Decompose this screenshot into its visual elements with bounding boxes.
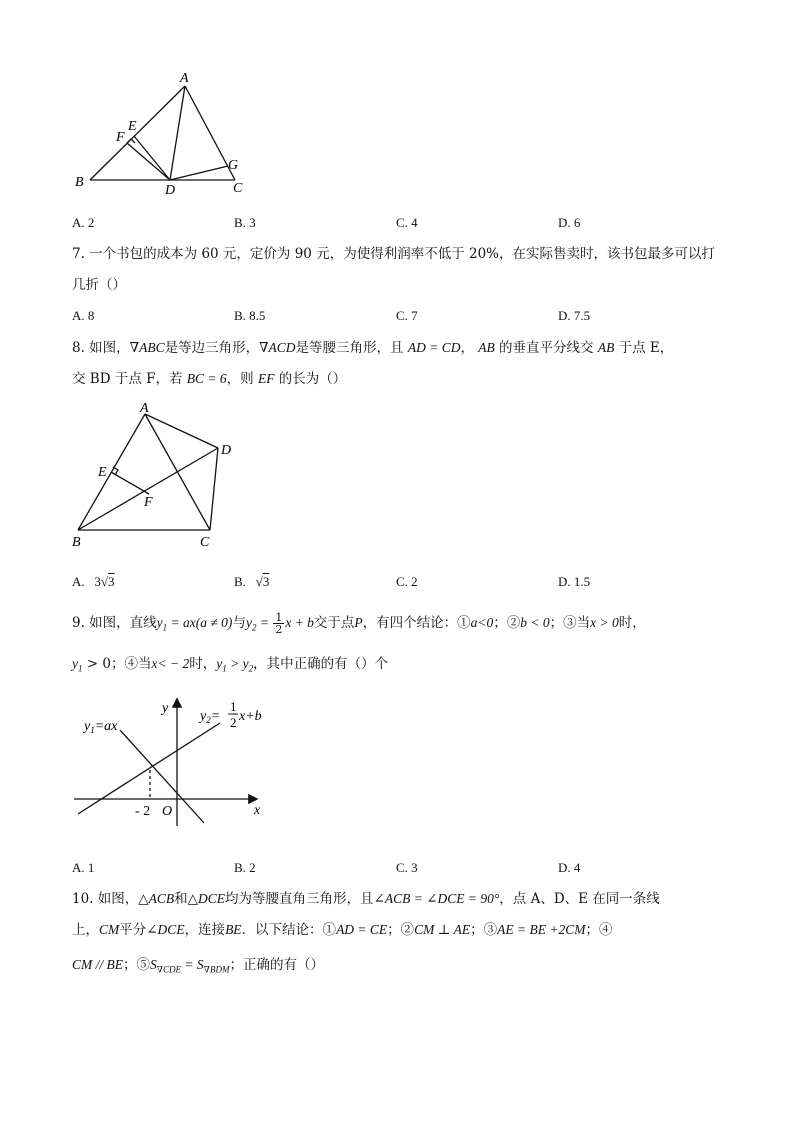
q7-option-b: B. 8.5 <box>234 308 266 323</box>
q9-y2-rest: x + b <box>285 615 314 630</box>
label-e: E <box>128 119 137 134</box>
figure-q8 <box>68 400 248 552</box>
q8-l1e: 的垂直平分线交 <box>499 340 594 356</box>
q8-option-d: D. 1.5 <box>558 574 591 589</box>
q8-tri1: ∇ABC <box>129 340 165 355</box>
q8-label-a: A <box>140 401 149 416</box>
line-y2 <box>78 723 220 814</box>
q10-l2f: ；③ <box>470 922 498 938</box>
q10-tri2: △DCE <box>187 891 226 906</box>
q10-l2c: ，连接 <box>184 922 226 938</box>
q10-l3b: ；⑤ <box>123 957 150 973</box>
q7-text-line1: 7. 一个书包的成本为 60 元，定价为 90 元，为使得利润率不低于 20%，在实际售卖时，该书包最多可以打 <box>72 246 715 262</box>
q9-l1g: 时， <box>618 615 646 631</box>
q10-s2: S <box>196 957 204 972</box>
q8-eq2: BC = 6 <box>186 371 227 386</box>
q8-l1b: 是等边三角形， <box>164 340 260 356</box>
q8-l1f: 于点 E， <box>618 340 674 356</box>
q9-l1a: 9. 如图，直线 <box>72 615 157 631</box>
q8-option-a <box>72 574 115 590</box>
sqrt-sign-icon: √ <box>255 574 263 589</box>
q8-l2c: 的长为（） <box>278 371 347 387</box>
q10-l2e: ；② <box>387 922 415 938</box>
q10-l2g: ；④ <box>585 922 613 938</box>
figure-q9-graph <box>70 690 280 830</box>
q10-text-line2 <box>72 921 612 939</box>
q10-l2d: ．以下结论：① <box>241 922 337 938</box>
q9-y1-rest: = ax(a ≠ 0) <box>167 615 233 630</box>
q10-l1b: 和 <box>174 891 188 907</box>
q10-s2-sub: ∇BDM <box>203 964 230 975</box>
q9-c2: b < 0 <box>520 615 550 630</box>
q10-tri1: △ACB <box>138 891 175 906</box>
graph-y-label: y <box>162 701 169 716</box>
q8-text-line2 <box>72 370 346 388</box>
q9-c1: a<0 <box>470 615 494 630</box>
q9-frac-den: 2 <box>275 623 283 636</box>
label-g: G <box>228 158 239 173</box>
q10-text-line1 <box>72 890 660 908</box>
q9-y1-sub: 1 <box>162 622 168 633</box>
q8-l2a: 交 BD 于点 F，若 <box>72 371 183 387</box>
q9-y2: y <box>245 615 252 630</box>
q8-opt-a-prefix: A. <box>72 574 85 589</box>
sqrt-sign-icon: √ <box>100 574 109 589</box>
label-f: F <box>116 130 125 145</box>
q9-l2-y2: y <box>242 656 249 671</box>
q9-frac-num: 1 <box>275 611 283 624</box>
q10-c1: AD = CE <box>336 922 388 937</box>
q9-y1: y <box>156 615 163 630</box>
graph-x-label: x <box>254 803 261 818</box>
q9-option-b: B. 2 <box>234 860 256 875</box>
q10-s1: S <box>150 957 157 972</box>
q10-text-line3 <box>72 956 324 979</box>
g-l2: y <box>200 709 207 724</box>
label-d: D <box>165 183 176 198</box>
q7-option-d: D. 7.5 <box>558 308 591 323</box>
q9-c3: x > 0 <box>590 615 619 630</box>
q10-s1-sub: ∇CDE <box>156 964 182 975</box>
q8-l2b: ，则 <box>226 371 254 387</box>
q8-seg2: AB <box>597 340 615 355</box>
g-l1-sub: 1 <box>90 725 95 735</box>
q10-c2: CM ⊥ AE <box>414 922 471 937</box>
q8-opt-a-coef: 3 <box>94 574 101 589</box>
q9-l2-y1-sub: 1 <box>78 663 83 674</box>
q7-option-a: A. 8 <box>72 308 95 323</box>
graph-frac-den: 2 <box>230 715 237 730</box>
q8-opt-a-rad: 3 <box>108 574 115 589</box>
q9-l2a: > 0；④当 <box>82 656 152 672</box>
q8-label-f: F <box>144 495 153 510</box>
q9-l2c: ，其中正确的有（）个 <box>253 656 389 672</box>
q10-l1d: ，点 A、D、E 在同一条线 <box>499 891 660 907</box>
q9-c5: > <box>226 656 243 671</box>
q8-seg1: AB <box>478 340 495 355</box>
q9-l1b: 与 <box>232 615 246 631</box>
q10-l1c: 均为等腰直角三角形，且 <box>225 891 374 907</box>
q9-option-c: C. 3 <box>396 860 418 875</box>
q6-option-d: D. 6 <box>558 215 581 230</box>
q8-seg3: EF <box>257 371 275 386</box>
q8-opt-b-prefix: B. <box>234 574 246 589</box>
q10-l2b: 平分 <box>119 922 147 938</box>
graph-tick-label: - 2 <box>135 804 151 819</box>
q9-l2-y1b-sub: 1 <box>222 663 227 674</box>
q9-c4: x< − 2 <box>151 656 190 671</box>
graph-line1-label <box>82 719 118 735</box>
graph-frac-num: 1 <box>230 699 237 714</box>
q9-l1d: ，有四个结论：① <box>362 615 471 631</box>
q8-l1d: ， <box>460 340 474 356</box>
q8-text-line1 <box>72 339 673 357</box>
g-l2-eq: = <box>210 709 221 724</box>
q8-label-b: B <box>72 535 81 550</box>
q9-l2-y1: y <box>72 656 78 671</box>
q6-option-b: B. 3 <box>234 215 256 230</box>
g-l1-rest: =ax <box>94 719 118 734</box>
q10-s-eq: = <box>181 957 197 972</box>
graph-line2-rest: x+b <box>239 709 262 724</box>
q10-ang: ∠DCE <box>146 922 185 937</box>
q8-l1c: 是等腰三角形，且 <box>295 340 404 356</box>
q6-option-a: A. 2 <box>72 215 95 230</box>
q9-l2b: 时， <box>189 656 217 672</box>
graph-origin-label: O <box>162 804 173 819</box>
q8-label-c: C <box>200 535 210 550</box>
q7-option-c: C. 7 <box>396 308 418 323</box>
g-l2-sub: 2 <box>206 715 211 725</box>
q9-option-d: D. 4 <box>558 860 581 875</box>
q8-l1a: 8. 如图， <box>72 340 130 356</box>
label-b: B <box>75 175 84 190</box>
q10-be: BE <box>225 922 242 937</box>
label-c: C <box>233 181 243 196</box>
q10-l2a: 上， <box>72 922 99 938</box>
q9-l1f: ；③当 <box>549 615 591 631</box>
q8-opt-b-rad: 3 <box>262 574 270 589</box>
label-a: A <box>180 71 189 86</box>
q10-cm: CM <box>99 922 120 937</box>
q9-y2-eq: = <box>256 615 273 630</box>
q9-l2-y2-sub: 2 <box>248 663 254 674</box>
q10-c3: AE = BE +2CM <box>497 922 586 937</box>
q6-option-c: C. 4 <box>396 215 418 230</box>
g-l1: y <box>84 719 91 734</box>
q9-fraction <box>273 612 284 635</box>
q10-l3a: CM // BE <box>72 957 123 972</box>
q9-l1c: 交于点 <box>313 615 355 631</box>
q9-text-line1 <box>72 608 646 643</box>
q8-label-d: D <box>221 443 232 458</box>
q9-l2-y1b: y <box>216 656 223 671</box>
q8-label-e: E <box>98 465 107 480</box>
q8-tri2: ∇ACD <box>259 340 296 355</box>
q9-l1e: ；② <box>493 615 521 631</box>
q7-text-line2: 几折（） <box>72 277 126 293</box>
q8-eq1: AD = CD <box>407 340 461 355</box>
q9-text-line2 <box>72 655 388 678</box>
q8-option-b <box>234 574 269 590</box>
q10-l3c: ；正确的有（） <box>229 957 324 973</box>
q10-eq1: ∠ACB = ∠DCE = 90° <box>373 891 500 906</box>
graph-line2-label <box>198 709 220 725</box>
q9-option-a: A. 1 <box>72 860 95 875</box>
q9-y2-sub: 2 <box>251 622 257 633</box>
q10-l1a: 10. 如图， <box>72 891 139 907</box>
q9-point: P <box>354 615 363 630</box>
figure-q6 <box>70 68 260 198</box>
q8-option-c: C. 2 <box>396 574 418 589</box>
